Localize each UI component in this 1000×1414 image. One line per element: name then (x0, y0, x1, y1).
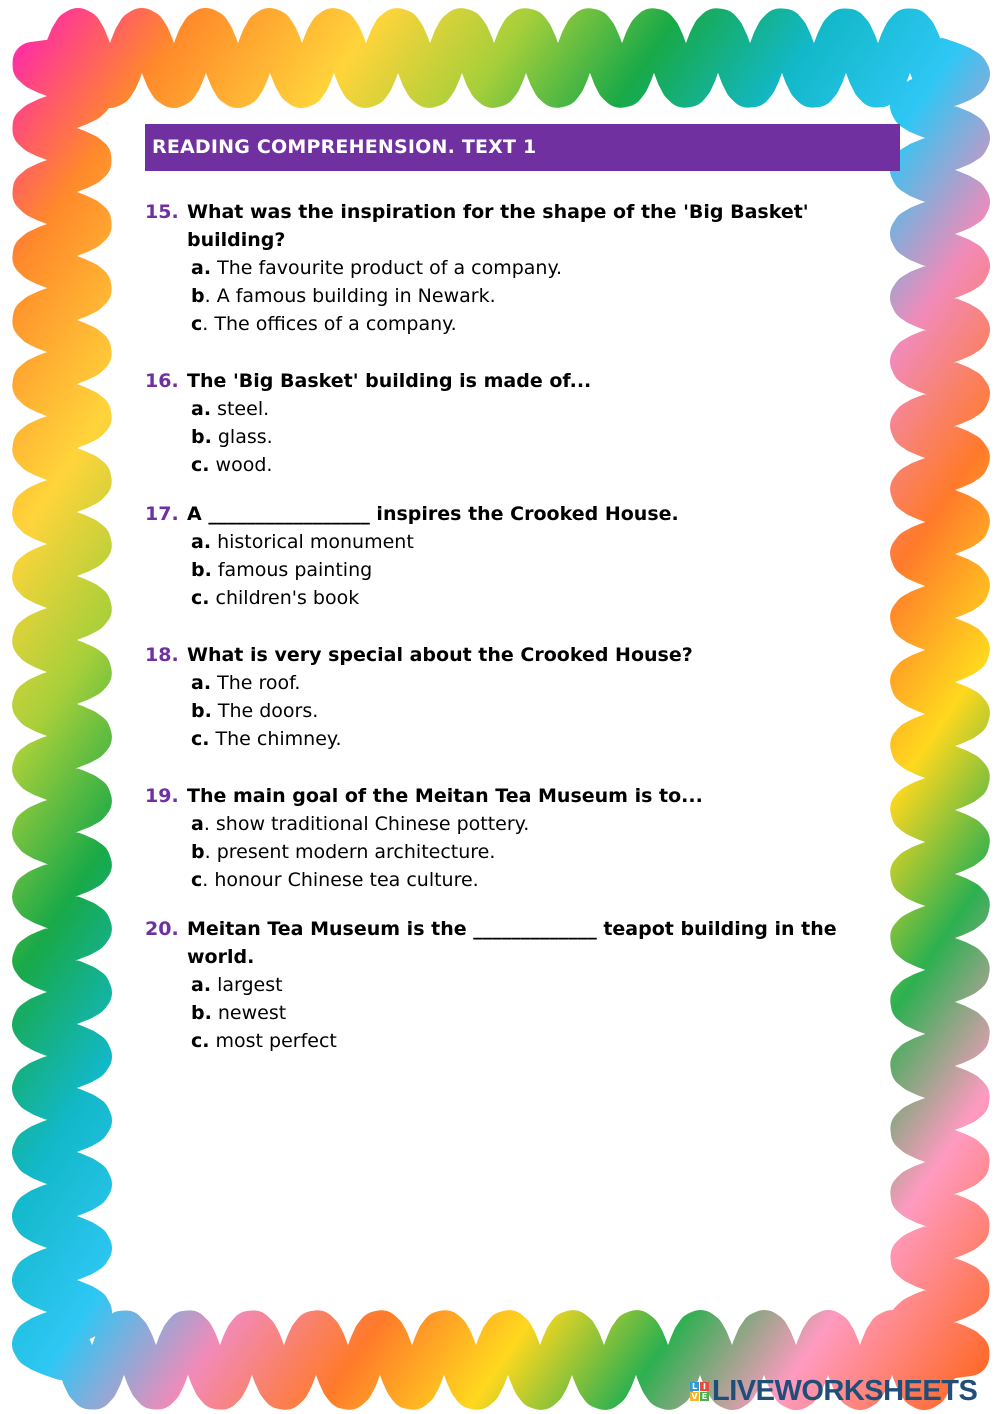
answer-options (191, 810, 885, 894)
option-letter: a. (191, 672, 212, 694)
answer-option[interactable] (191, 282, 885, 310)
option-text: children's book (209, 587, 360, 609)
question-number: 17. (145, 503, 179, 525)
option-letter: c. (191, 728, 210, 750)
question-number: 20. (145, 918, 179, 940)
option-text: . show traditional Chinese pottery. (203, 813, 530, 835)
option-text: wood. (209, 454, 273, 476)
option-text: The doors. (211, 700, 319, 722)
section-title-bar (145, 124, 900, 171)
answer-option[interactable] (191, 725, 885, 753)
answer-options (191, 971, 885, 1055)
question-number: 19. (145, 785, 179, 807)
option-letter: c. (191, 1030, 210, 1052)
logo-mark-letter: E (701, 1391, 708, 1401)
answer-option[interactable] (191, 584, 885, 612)
question-text: What was the inspiration for the shape of the 'Big Basket' building? (187, 201, 809, 251)
section-title: READING COMPREHENSION. TEXT 1 (152, 136, 537, 158)
question-20 (145, 915, 885, 1055)
option-letter: a (191, 813, 204, 835)
answer-options (191, 395, 885, 479)
option-letter: c (191, 869, 203, 891)
option-text: historical monument (211, 531, 414, 553)
option-letter: b (191, 841, 205, 863)
answer-option[interactable] (191, 971, 885, 999)
question-number: 18. (145, 644, 179, 666)
answer-options (191, 528, 885, 612)
logo-mark-letter: I (700, 1382, 709, 1391)
option-letter: a. (191, 531, 212, 553)
question-number: 15. (145, 201, 179, 223)
option-letter: c. (191, 454, 210, 476)
question-text: The 'Big Basket' building is made of... (187, 370, 592, 392)
option-letter: a. (191, 974, 212, 996)
question-17 (145, 500, 885, 612)
option-letter: b. (191, 700, 212, 722)
option-letter: b. (191, 559, 212, 581)
answer-options (191, 254, 885, 338)
question-19 (145, 782, 885, 894)
answer-option[interactable] (191, 866, 885, 894)
logo-text: LIVEWORKSHEETS (712, 1374, 978, 1407)
logo-mark-icon (690, 1382, 709, 1401)
question-16 (145, 367, 885, 479)
option-text: . honour Chinese tea culture. (202, 869, 479, 891)
option-text: steel. (211, 398, 270, 420)
question-15 (145, 198, 885, 338)
answer-option[interactable] (191, 395, 885, 423)
option-letter: a. (191, 398, 212, 420)
option-text: The roof. (211, 672, 301, 694)
option-letter: c. (191, 587, 210, 609)
question-text: The main goal of the Meitan Tea Museum is to... (187, 785, 703, 807)
question-text: What is very special about the Crooked House? (187, 644, 693, 666)
answer-options (191, 669, 885, 753)
question-text: Meitan Tea Museum is the _____________ teapot building in the world. (187, 918, 837, 968)
option-text: . A famous building in Newark. (204, 285, 496, 307)
question-18 (145, 641, 885, 753)
answer-option[interactable] (191, 254, 885, 282)
answer-option[interactable] (191, 810, 885, 838)
option-letter: a. (191, 257, 212, 279)
answer-option[interactable] (191, 697, 885, 725)
option-letter: c (191, 313, 203, 335)
question-text: A _________________ inspires the Crooked House. (187, 503, 679, 525)
option-letter: b. (191, 426, 212, 448)
logo-mark-letter: V (691, 1391, 698, 1401)
answer-option[interactable] (191, 310, 885, 338)
option-text: famous painting (211, 559, 373, 581)
answer-option[interactable] (191, 528, 885, 556)
answer-option[interactable] (191, 838, 885, 866)
option-text: largest (211, 974, 283, 996)
option-text: glass. (211, 426, 273, 448)
option-text: . The offices of a company. (202, 313, 457, 335)
option-letter: b. (191, 1002, 212, 1024)
answer-option[interactable] (191, 669, 885, 697)
answer-option[interactable] (191, 1027, 885, 1055)
option-letter: b (191, 285, 205, 307)
option-text: The chimney. (209, 728, 342, 750)
option-text: newest (211, 1002, 287, 1024)
logo-mark-letter: L (691, 1381, 698, 1391)
answer-option[interactable] (191, 999, 885, 1027)
option-text: most perfect (209, 1030, 337, 1052)
liveworksheets-logo[interactable] (690, 1374, 977, 1408)
answer-option[interactable] (191, 451, 885, 479)
answer-option[interactable] (191, 556, 885, 584)
option-text: . present modern architecture. (204, 841, 496, 863)
option-text: The favourite product of a company. (211, 257, 563, 279)
answer-option[interactable] (191, 423, 885, 451)
question-number: 16. (145, 370, 179, 392)
